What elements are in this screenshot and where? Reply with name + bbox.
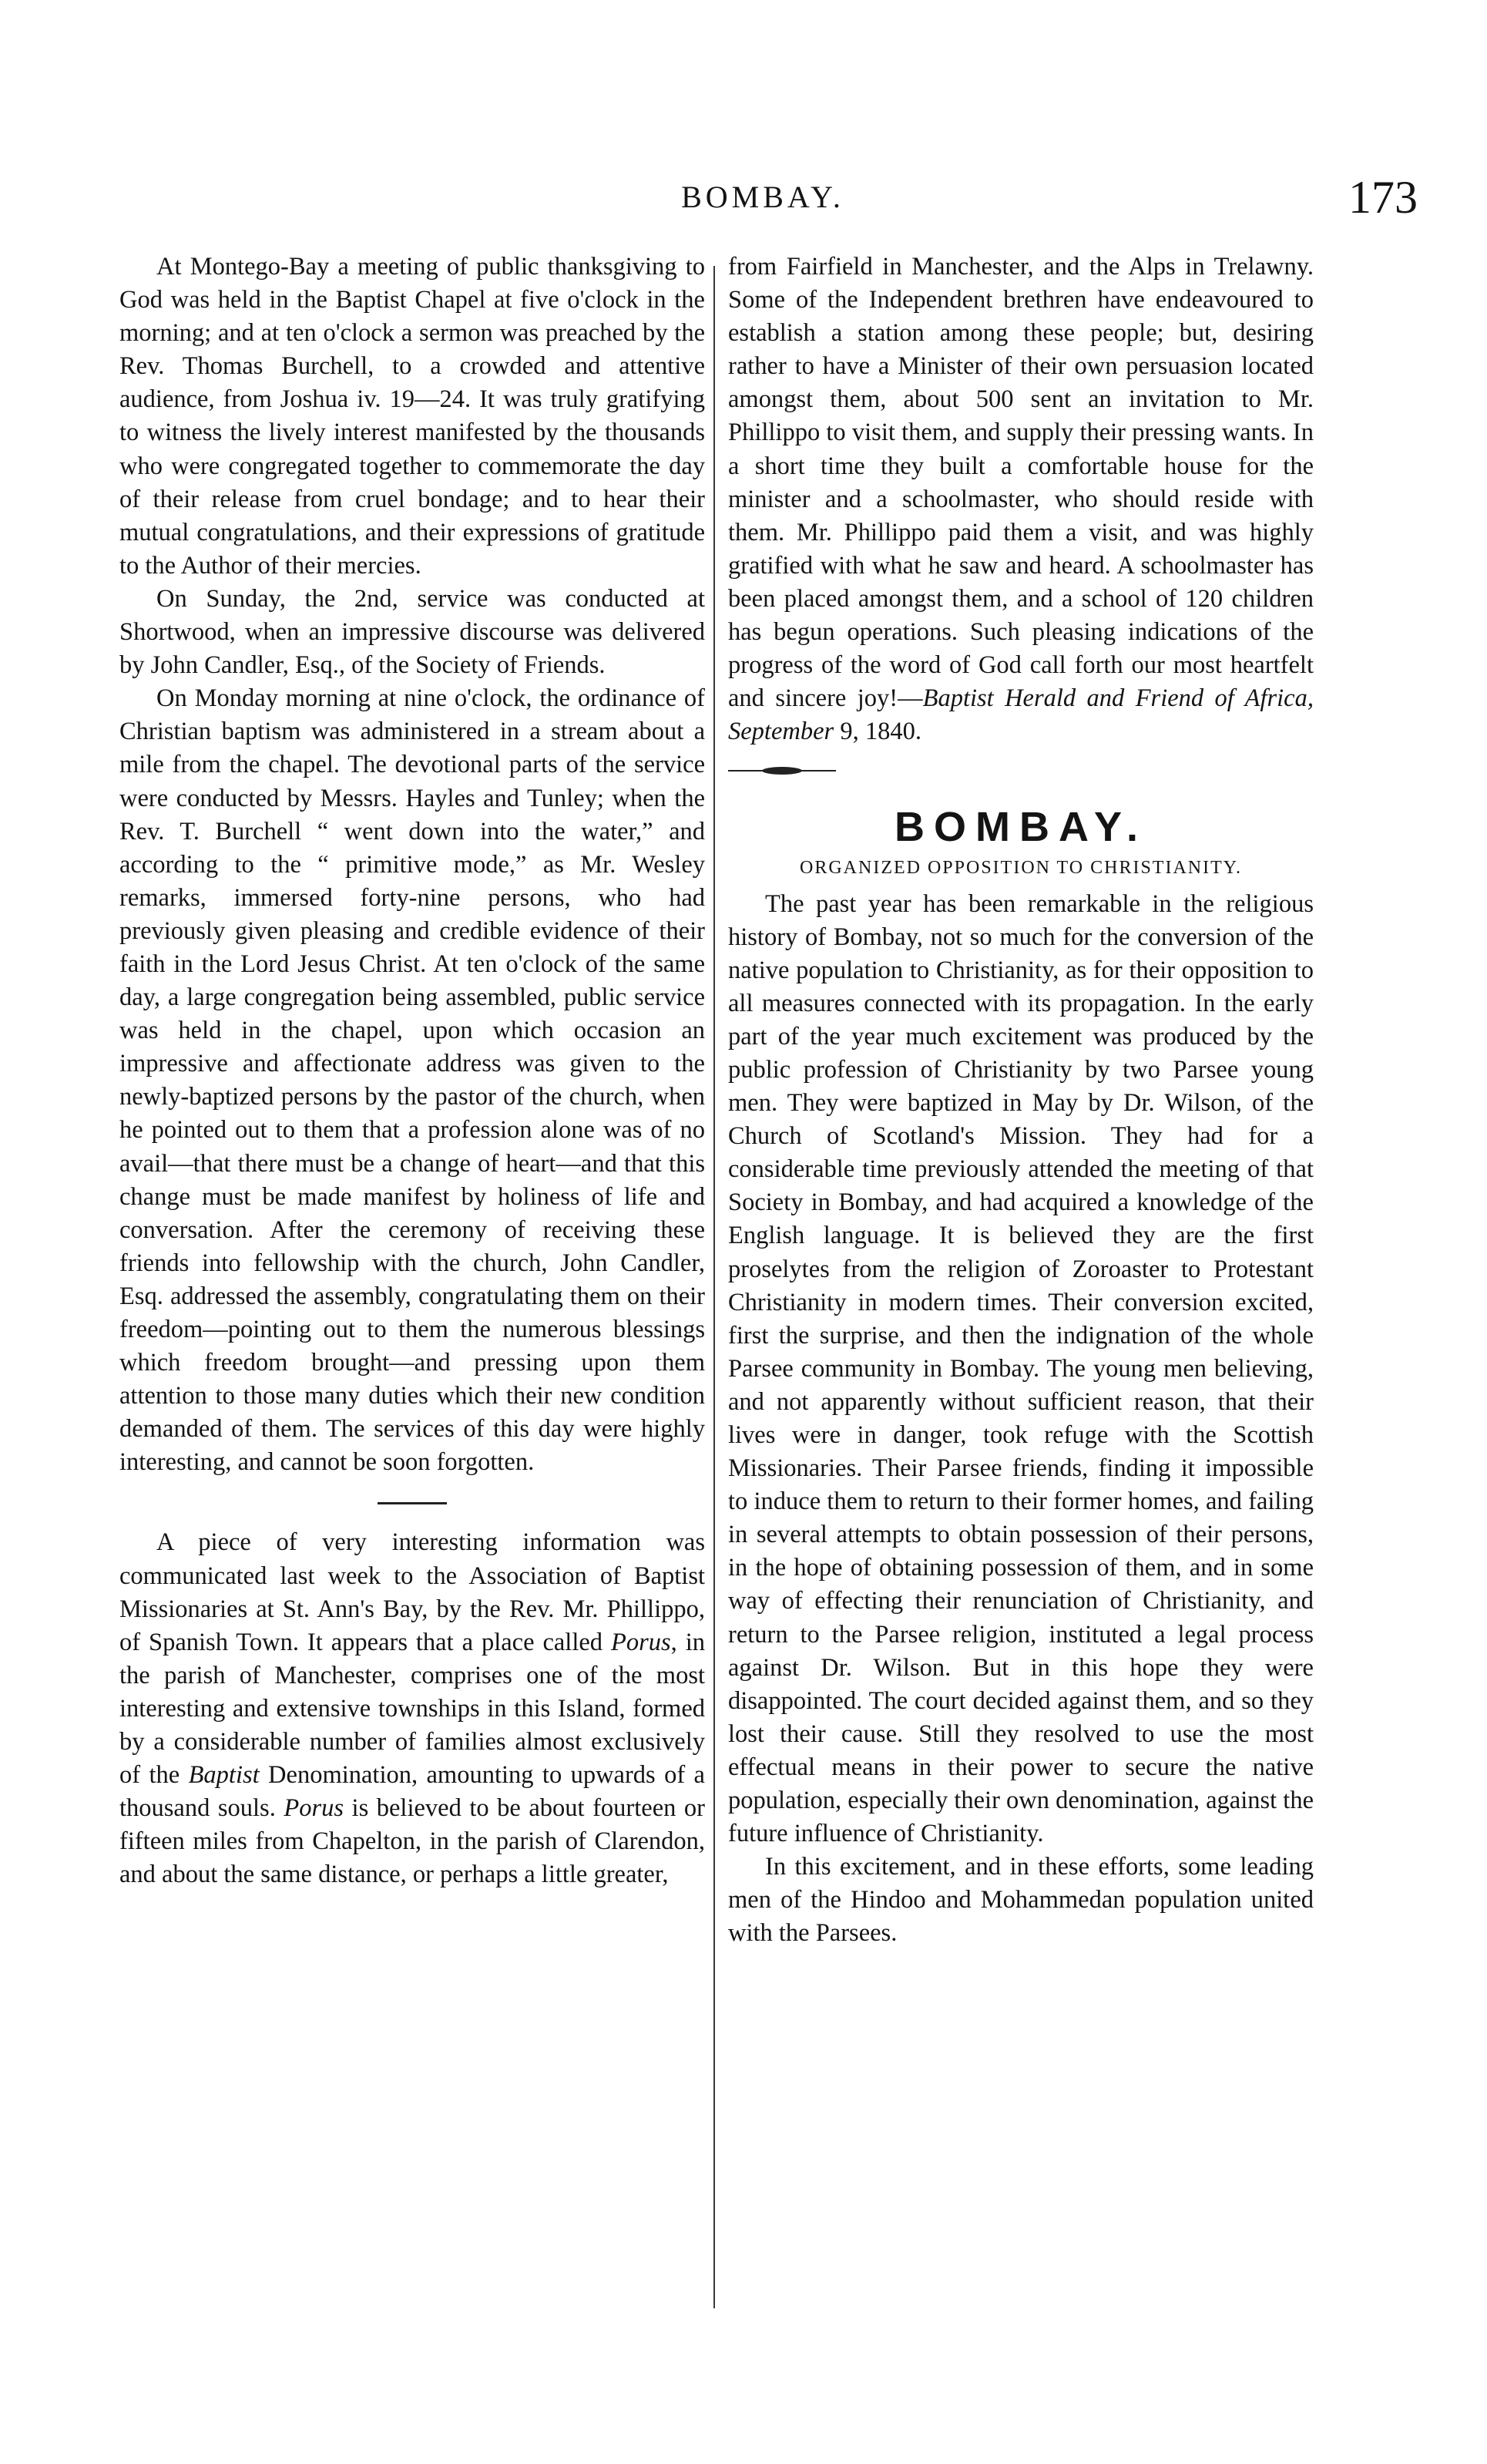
ornament-divider bbox=[728, 765, 836, 776]
paragraph-baptism: On Monday morning at nine o'clock, the ordinance of Christian baptism was administered in a stream about a mile from the chapel. The devotional parts of the service were conducted by Messrs. Hayles and Tunley; when the Rev. T. Burchell “ went down into the water,” and according to the “ primitive mode,” as Mr. Wesley remarks, immersed forty-nine persons, who had previously given pleasing and credible evidence of their faith in the Lord Jesus Christ. At ten o'clock of the same day, a large congregation being assembled, public service was held in the chapel, upon which occasion an impressive and affectionate address was given to the newly-baptized persons by the pastor of the church, when he pointed out to them that a profession alone was of no avail—that there must be a change of heart—and that this change must be made manifest by holiness of life and conversation. After the ceremony of receiving these friends into fellowship with the church, John Candler, Esq. addressed the assembly, congratulating them on their freedom—pointing out to them the numerous blessings which freedom brought—and pressing upon them attention to those many duties which their new condition demanded of them. The services of this day were highly interesting, and cannot be soon forgotten. bbox=[119, 684, 705, 1477]
left-column bbox=[119, 250, 705, 1892]
porus-italic-2: Porus bbox=[284, 1794, 344, 1823]
paragraph-shortwood: On Sunday, the 2nd, service was conducted at Shortwood, when an impressive discourse was delivered by John Candler, Esq., of the Society of Friends. bbox=[119, 584, 705, 680]
section-subtitle: ORGANIZED OPPOSITION TO CHRISTIANITY. bbox=[799, 857, 1242, 878]
porus-italic-baptist: Baptist bbox=[188, 1761, 260, 1790]
source-date: 9, 1840. bbox=[834, 718, 921, 746]
porus-continuation-text: from Fairfield in Manchester, and the Alps in Trelawny. Some of the Independent brethren have endeavoured to establish a station among these people; but, desiring rather to have a Minister of their own persuasion located amongst them, about 500 sent an invitation to Mr. Phillippo to visit them, and supply their pressing wants. In a short time they built a comfortable house for the minister and a schoolmaster, who should reside with them. Mr. Phillippo paid them a visit, and was highly gratified with what he saw and heard. A schoolmaster has been placed amongst them, and a school of 120 children has begun operations. Such pleasing indications of the progress of the word of God call forth our most heartfelt and sincere joy!— bbox=[728, 253, 1314, 713]
paragraph-montego-bay: At Montego-Bay a meeting of public thanksgiving to God was held in the Baptist Chapel at five o'clock in the morning; and at ten o'clock a sermon was preached by the Rev. Thomas Burchell, to a crowded and attentive audience, from Joshua iv. 19—24. It was truly gratifying to witness the lively interest manifested by the thousands who were congregated together to commemorate the day of their release from cruel bondage; and to hear their mutual congratulations, and their expressions of gratitude to the Author of their mercies. bbox=[119, 253, 705, 580]
paragraph-past-year: The past year has been remarkable in the religious history of Bombay, not so much for the conversion of the native population to Christianity, as for their opposition to all measures connected with its propagation. In the early part of the year much excitement was produced by the public profession of Christianity by two Parsee young men. They were baptized in May by Dr. Wilson, of the Church of Scotland's Mission. They had for a considerable time previously attended the meeting of that Society in Bombay, and had acquired a knowledge of the English language. It is believed they are the first proselytes from the religion of Zoroaster to Protestant Christianity in modern times. Their conversion excited, first the surprise, and then the indignation of the whole Parsee community in Bombay. The young men believing, and not apparently without sufficient reason, that their lives were in danger, took refuge with the Scottish Missionaries. Their Parsee friends, finding it impossible to induce them to return to their former homes, and failing in several attempts to obtain possession of their persons, in the hope of obtaining possession of them, and in some way of effecting their renunciation of Christianity, and return to the Parsee religion, instituted a legal process against Dr. Wilson. But in this hope they were disappointed. The court decided against them, and so they lost their cause. Still they resolved to use the most effectual means in their power to secure the native population, especially their own denomination, against the future influence of Christianity. bbox=[728, 889, 1314, 1848]
source-citation: Baptist Herald and Friend of Africa, September bbox=[728, 684, 1314, 746]
right-column bbox=[728, 250, 1314, 1951]
porus-text-1: A piece of very interesting information was communicated last week to the Association of Baptist Missionaries at St. Ann's Bay, by the Rev. Mr. Phillippo, of Spanish Town. It appears that a place called bbox=[119, 1528, 705, 1656]
page-number: 173 bbox=[1348, 172, 1418, 223]
paragraph-excitement: In this excitement, and in these efforts, some leading men of the Hindoo and Mohammedan population united with the Parsees. bbox=[728, 1853, 1314, 1948]
paragraph-porus bbox=[119, 1526, 705, 1891]
porus-text-4: is believed to be about fourteen or fifteen miles from Chapelton, in the parish of Clarendon, and about the same distance, or perhaps a little greater, bbox=[119, 1794, 705, 1889]
column-divider bbox=[713, 266, 715, 2308]
porus-italic-1: Porus bbox=[610, 1628, 671, 1656]
running-title: BOMBAY. bbox=[681, 180, 844, 214]
running-head bbox=[108, 171, 1418, 233]
section-divider-rule bbox=[378, 1502, 447, 1504]
section-title: BOMBAY. bbox=[894, 803, 1148, 850]
paragraph-porus-continued bbox=[728, 250, 1314, 748]
porus-text-3: Denomination, amounting to upwards of a thousand souls. bbox=[119, 1761, 705, 1823]
porus-text-2: , in the parish of Manchester, comprises one of the most interesting and extensive townships in this Island, formed by a considerable number of families almost exclusively of the bbox=[119, 1628, 705, 1790]
